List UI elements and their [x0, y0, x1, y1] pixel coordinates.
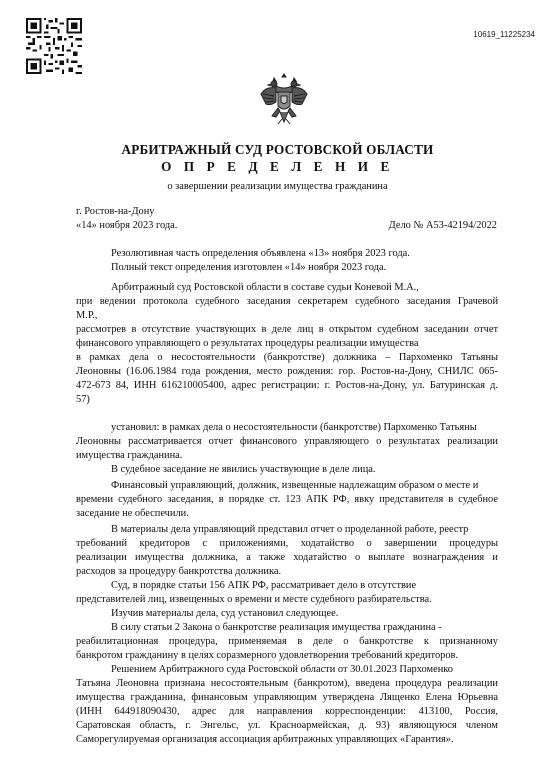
paragraph-line: Финансовый управляющий, должник, извещенные надлежащим образом о месте и	[111, 480, 479, 491]
paragraph-line: расходов за процедуру банкротства должника.	[76, 566, 282, 577]
full-text-line: Полный текст определения изготовлен «14» ноября 2023 года.	[111, 262, 387, 273]
paragraph-line: В материалы дела управляющий представил отчет о проделанной работе, реестр	[111, 524, 469, 535]
paragraph-line: в рамках дела о несостоятельности (банкротстве) должника – Пархоменко Татьяны	[76, 352, 498, 363]
russian-coat-of-arms-icon	[258, 70, 310, 126]
paragraph-line: 472-673 84, ИНН 616210005400, адрес регистрации: г. Ростов-на-Дону, ул. Батуринская д.	[76, 380, 498, 391]
paragraph-line: при ведении протокола судебного заседания секретарем судебного заседания Грачевой	[76, 296, 498, 307]
city: г. Ростов-на-Дону	[76, 206, 155, 217]
paragraph-line: В судебное заседание не явились участвующие в деле лица.	[111, 464, 376, 475]
paragraph-line: представителей лиц, извещенных о времени и месте судебного разбирательства.	[76, 594, 432, 605]
court-name: АРБИТРАЖНЫЙ СУД РОСТОВСКОЙ ОБЛАСТИ	[121, 142, 434, 157]
case-number: Дело № А53-42194/2022	[388, 220, 497, 231]
paragraph-line: установил: в рамках дела о несостоятельности (банкротстве) Пархоменко Татьяны	[111, 422, 477, 433]
paragraph-line: Татьяна Леоновна признана несостоятельным (банкротом), введена процедура реализации	[76, 678, 498, 689]
paragraph-line: имущества гражданина.	[76, 450, 183, 461]
document-subject: о завершении реализации имущества гражданина	[167, 181, 388, 192]
paragraph-line: М.Р.,	[76, 310, 98, 321]
paragraph-line: Изучив материалы дела, суд установил следующее.	[111, 608, 339, 619]
paragraph-line: заседание не обеспечили.	[76, 508, 189, 519]
paragraph-line: Арбитражный суд Ростовской области в составе судьи Коневой М.А.,	[111, 282, 419, 293]
paragraph-line: Саморегулируемая организация ассоциация арбитражных управляющих «Гарантия».	[76, 734, 454, 745]
document-type: О П Р Е Д Е Л Е Н И Е	[161, 159, 394, 174]
paragraph-line: Решением Арбитражного суда Ростовской области от 30.01.2023 Пархоменко	[111, 664, 454, 675]
paragraph-line: Суд, в порядке статьи 156 АПК РФ, рассматривает дело в отсутствие	[111, 580, 417, 591]
paragraph-line: требований кредиторов с приложениями, ходатайство о завершении процедуры	[76, 538, 498, 549]
qr-code-icon	[26, 18, 82, 74]
document-number: 10619_11225234	[473, 30, 535, 39]
document-date: «14» ноября 2023 года.	[76, 220, 178, 231]
paragraph-line: реабилитационная процедура, применяемая в деле о банкротстве к признанному	[76, 636, 498, 647]
paragraph-line: (ИНН 644918090430, адрес для направления корреспонденции: 413100, Россия,	[76, 706, 498, 717]
paragraph-line: времени судебного заседания, в порядке ст. 123 АПК РФ, явку представителя в судебное	[76, 494, 498, 505]
paragraph-line: Леоновны (16.06.1984 года рождения, место рождения: гор. Ростов-на-Дону, СНИЛС 065-	[76, 366, 498, 377]
paragraph-line: В силу статьи 2 Закона о банкротстве реализация имущества гражданина -	[111, 622, 442, 633]
paragraph-line: Саратовская область, г. Энгельс, ул. Красноармейская, д. 93) являющуюся членом	[76, 720, 498, 731]
paragraph-line: Леоновны рассматривается отчет финансового управляющего о результатах реализации	[76, 436, 498, 447]
paragraph-line: рассмотрев в отсутствие участвующих в деле лиц в открытом судебном заседании отчет	[76, 324, 498, 335]
paragraph-line: банкротом гражданину в целях соразмерного удовлетворения требований кредиторов.	[76, 650, 459, 661]
paragraph-line: финансового управляющего о результатах процедуры реализации имущества	[76, 338, 419, 349]
paragraph-line: имущества гражданина, финансовым управляющим утверждена Лященко Елена Юрьевна	[76, 692, 498, 703]
announced-line: Резолютивная часть определения объявлена «13» ноября 2023 года.	[111, 248, 410, 259]
paragraph-line: реализации имущества должника, а также ходатайство о выплате вознаграждения и	[76, 552, 498, 563]
paragraph-line: 57)	[76, 394, 90, 405]
